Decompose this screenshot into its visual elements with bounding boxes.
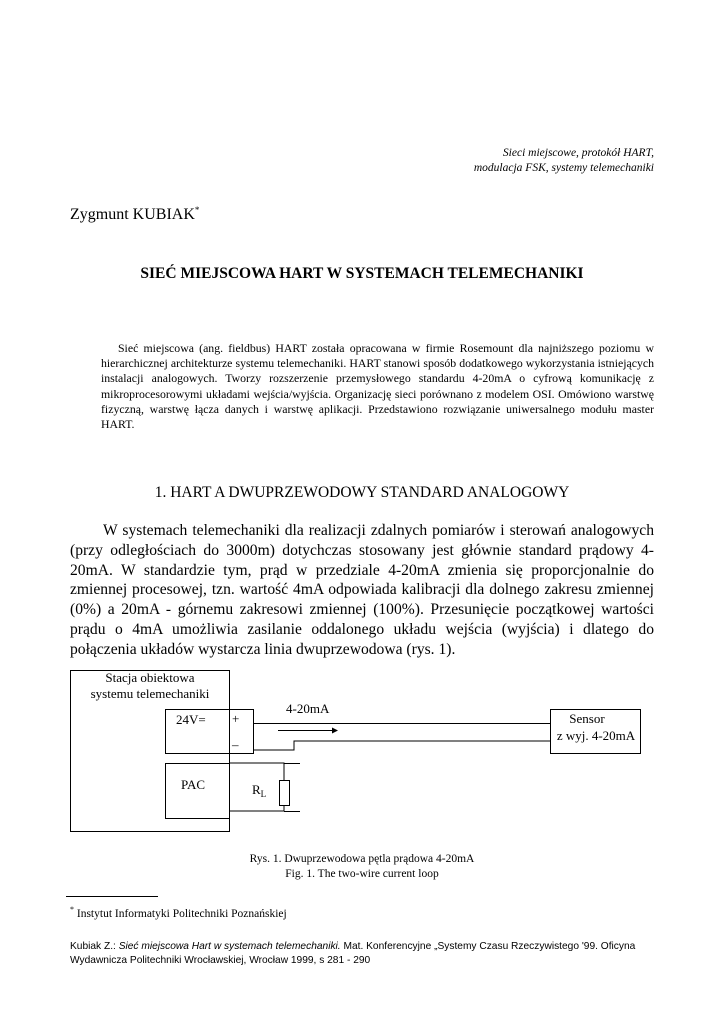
- sensor-label-1: Sensor: [569, 711, 605, 726]
- keywords: [474, 146, 654, 176]
- figure-caption-en: Fig. 1. The two-wire current loop: [285, 868, 439, 880]
- keywords-line-2: modulacja FSK, systemy telemechaniki: [473, 162, 654, 174]
- current-label: 4-20mA: [286, 701, 330, 716]
- footnote-text: Instytut Informatyki Politechniki Poznańskiej: [76, 908, 287, 920]
- citation-authors: Kubiak Z.:: [70, 941, 119, 952]
- citation-rest: Mat. Konferencyjne „Systemy Czasu Rzeczywistego '99. Oficyna Wydawnicza Politechniki Wrocławskiej, Wrocław 1999, s 281 - 290: [70, 941, 636, 966]
- section-paragraph: W systemach telemechaniki dla realizacji zdalnych pomiarów i sterowań analogowych (przy odległościach do 3000m) dotychczas stosowany jest głównie standard prądowy 4-20mA. W standardzie tym, prąd w przedziale 4-20mA zmienia się proporcjonalnie do zmiennej procesowej, tzn. wartość 4mA odpowiada kalibracji dla dolnego zakresu zmiennej (0%) a 20mA - górnemu zakresowi zmiennej (100%). Przesunięcie początkowej wartości prądu o 4mA umożliwia zasilanie oddalonego układu wejścia (wyjścia) i dlatego do połączenia układów wystarcza linia dwuprzewodowa (rys. 1).: [70, 522, 654, 658]
- paper-title: SIEĆ MIEJSCOWA HART W SYSTEMACH TELEMECHANIKI: [140, 265, 584, 282]
- footnote-marker: *: [70, 905, 74, 914]
- supply-plus: +: [232, 711, 240, 726]
- station-label-1: Stacja obiektowa: [105, 670, 195, 685]
- section-heading: 1. HART A DWUPRZEWODOWY STANDARD ANALOGOWY: [154, 484, 570, 501]
- supply-minus: –: [232, 737, 239, 752]
- pac-label: PAC: [181, 777, 206, 792]
- resistor-label: $R_L$: [252, 782, 267, 799]
- author-footnote-marker: *: [194, 205, 200, 215]
- figure-caption-pl: Rys. 1. Dwuprzewodowa pętla prądowa 4-20mA: [249, 853, 475, 865]
- abstract: Sieć miejscowa (ang. fieldbus) HART została opracowana w firmie Rosemount dla najniższego poziomu w hierarchicznej architekturze systemu telemechaniki. HART stanowi sposób dodatkowego wykorzystania istniejących instalacji analogowych. Tworzy rozszerzenie przemysłowego standardu 4-20mA o cyfrową komunikację z mikroprocesorowymi układami wejścia/wyjścia. Organizację sieci porównano z modelem OSI. Omówiono warstwę fizyczną, warstwę łącza danych i warstwę aplikacji. Przedstawiono rozwiązanie uniwersalnego modułu master HART.: [101, 341, 654, 432]
- bottom-wire: [253, 741, 550, 750]
- load-resistor: [280, 781, 290, 806]
- author: [70, 205, 199, 224]
- footnote: [70, 905, 287, 920]
- citation: [70, 940, 660, 967]
- supply-label: 24V=: [176, 712, 206, 727]
- footnote-rule: [66, 896, 158, 897]
- citation-title: Sieć miejscowa Hart w systemach telemechaniki.: [118, 941, 341, 952]
- current-loop-diagram: [70, 664, 654, 834]
- author-name: Zygmunt KUBIAK: [70, 206, 195, 223]
- station-label-2: systemu telemechaniki: [90, 686, 210, 701]
- keywords-line-1: Sieci miejscowe, protokół HART,: [502, 147, 654, 159]
- current-arrow-head: [332, 728, 338, 734]
- sensor-label-2: z wyj. 4-20mA: [556, 728, 636, 743]
